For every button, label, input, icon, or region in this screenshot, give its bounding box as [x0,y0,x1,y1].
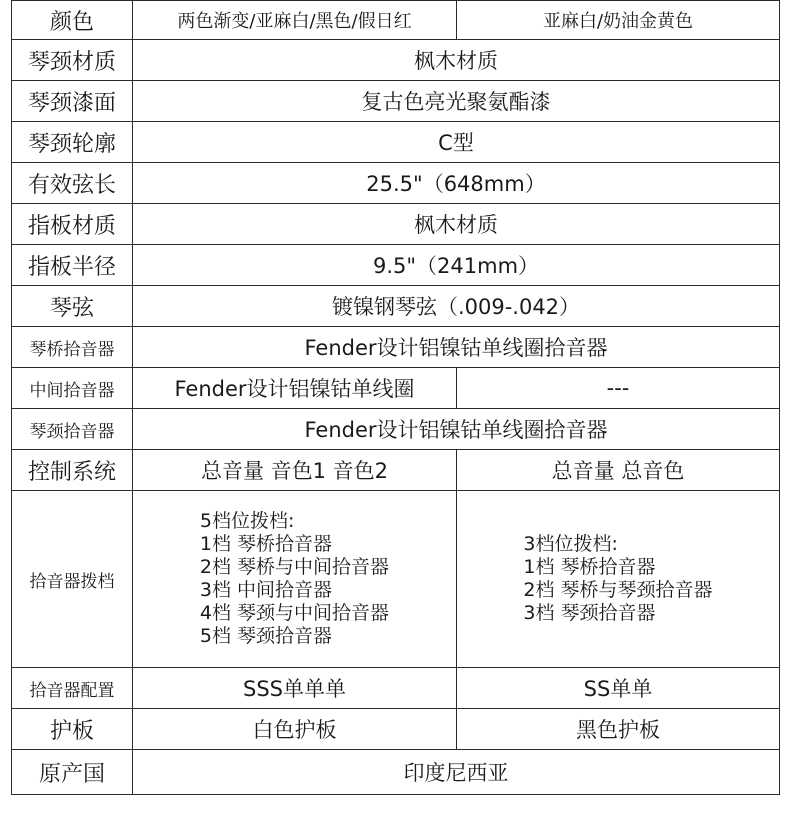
label-color: 颜色 [12,1,133,40]
value-neck-material: 枫木材质 [133,40,780,81]
value-controls-left: 总音量 音色1 音色2 [133,450,457,491]
row-strings [12,286,780,327]
value-pickguard-right: 黑色护板 [457,709,780,750]
label-controls: 控制系统 [12,450,133,491]
value-origin: 印度尼西亚 [133,750,780,795]
row-neck-profile [12,122,780,163]
spec-table [11,0,780,795]
value-pickguard-left: 白色护板 [133,709,457,750]
label-fretboard-material: 指板材质 [12,204,133,245]
label-pickguard: 护板 [12,709,133,750]
value-middle-pickup-right: --- [457,368,780,409]
value-middle-pickup-left: Fender设计铝镍钴单线圈 [133,368,457,409]
value-fretboard-material: 枫木材质 [133,204,780,245]
value-controls-right: 总音量 总音色 [457,450,780,491]
value-scale-length: 25.5"（648mm） [133,163,780,204]
label-neck-material: 琴颈材质 [12,40,133,81]
label-pickup-switch: 拾音器拨档 [12,491,133,668]
label-fretboard-radius: 指板半径 [12,245,133,286]
label-neck-pickup: 琴颈拾音器 [12,409,133,450]
row-scale-length [12,163,780,204]
row-fretboard-radius [12,245,780,286]
value-neck-finish: 复古色亮光聚氨酯漆 [133,81,780,122]
value-neck-profile: C型 [133,122,780,163]
label-strings: 琴弦 [12,286,133,327]
value-color-left: 两色渐变/亚麻白/黑色/假日红 [133,1,457,40]
value-fretboard-radius: 9.5"（241mm） [133,245,780,286]
row-neck-pickup [12,409,780,450]
row-fretboard-material [12,204,780,245]
value-strings: 镀镍钢琴弦（.009-.042） [133,286,780,327]
label-middle-pickup: 中间拾音器 [12,368,133,409]
row-pickup-config [12,668,780,709]
row-pickguard [12,709,780,750]
row-neck-finish [12,81,780,122]
row-controls [12,450,780,491]
value-pickup-config-left: SSS单单单 [133,668,457,709]
label-origin: 原产国 [12,750,133,795]
row-middle-pickup [12,368,780,409]
row-pickup-switch [12,491,780,668]
row-bridge-pickup [12,327,780,368]
value-pickup-switch-left: 5档位拨档: 1档 琴桥拾音器 2档 琴桥与中间拾音器 3档 中间拾音器 4档 琴颈与中间拾音器 5档 琴颈拾音器 [199,510,390,647]
value-neck-pickup: Fender设计铝镍钴单线圈拾音器 [133,409,780,450]
row-origin [12,750,780,795]
value-color-right: 亚麻白/奶油金黄色 [457,1,780,40]
label-neck-finish: 琴颈漆面 [12,81,133,122]
cell-pickup-switch-right [457,491,780,668]
row-neck-material [12,40,780,81]
row-color [12,1,780,40]
cell-pickup-switch-left [133,491,457,668]
value-pickup-config-right: SS单单 [457,668,780,709]
label-neck-profile: 琴颈轮廓 [12,122,133,163]
value-pickup-switch-right: 3档位拨档: 1档 琴桥拾音器 2档 琴桥与琴颈拾音器 3档 琴颈拾音器 [523,533,713,624]
label-bridge-pickup: 琴桥拾音器 [12,327,133,368]
label-scale-length: 有效弦长 [12,163,133,204]
label-pickup-config: 拾音器配置 [12,668,133,709]
value-bridge-pickup: Fender设计铝镍钴单线圈拾音器 [133,327,780,368]
